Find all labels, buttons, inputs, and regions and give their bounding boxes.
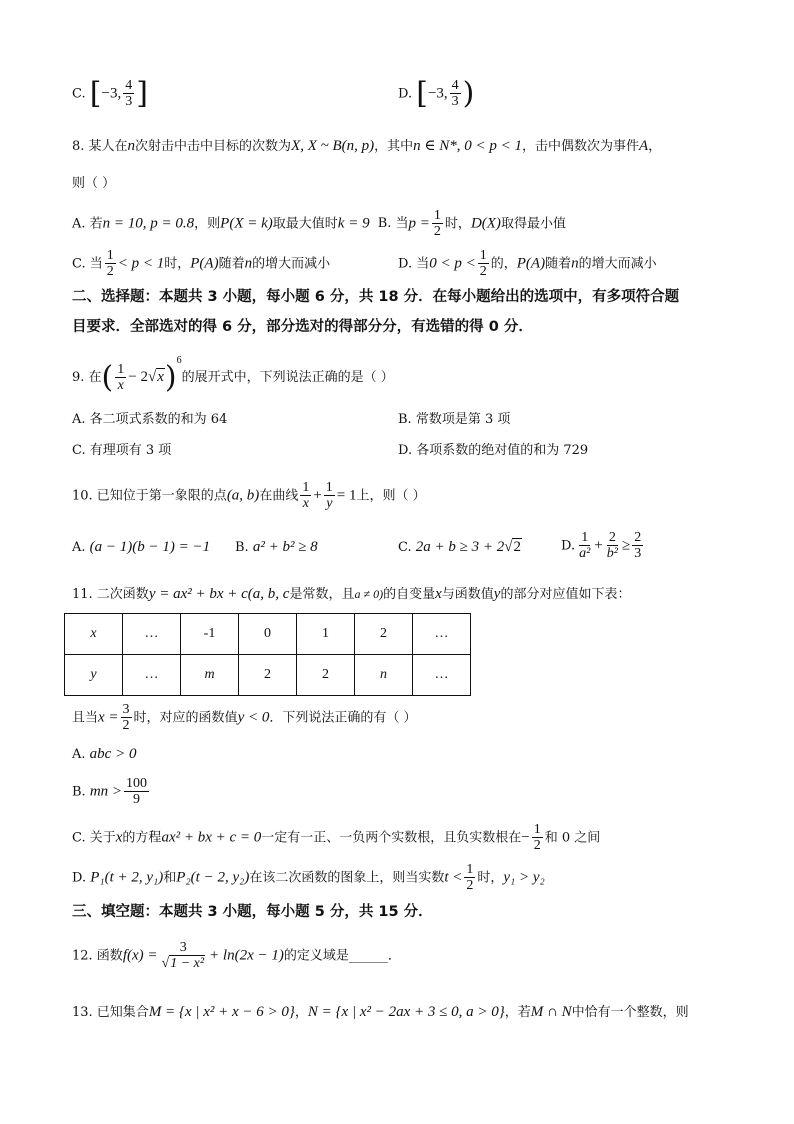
fraction: $\frac{2}{\text{b²}}$ (606, 530, 618, 562)
fraction: $\frac{3}{2}$ (122, 702, 130, 734)
q8-stem-line2: 则（ ） (72, 176, 116, 191)
q12-stem: 12. 函数f(x) = $\frac{3}{\text{√1 − x²}}$ + ln(2x − 1)的定义域是______． (72, 940, 401, 972)
fraction: $\frac{4}{3}$ (125, 77, 133, 110)
q11-stem: 11. 二次函数y = ax² + bx + c(a, b, c是常数，且a ≠ 0)的自变量x与函数值y的部分对应值如下表： (72, 586, 631, 602)
fraction: $\frac{1}{x}$ (302, 480, 310, 512)
q8-stem: 8. 某人在n次射击中击中目标的次数为X, X ~ B(n, p)，其中n ∈ N*, 0 < p < 1，击中偶数次为事件A， (72, 138, 662, 154)
q13-stem: 13. 已知集合M = {x | x² + x − 6 > 0}，N = {x | x² − 2ax + 3 ≤ 0, a > 0}，若M ∩ N中恰有一个整数，则 (72, 1004, 689, 1020)
table-cell: … (123, 655, 181, 696)
section2-heading: 二、选择题：本题共 3 小题，每小题 6 分，共 18 分．在每小题给出的选项中，有多项符合题 (72, 289, 680, 305)
fraction: $\frac{1}{2}$ (106, 248, 114, 280)
table-cell: 2 (355, 614, 413, 655)
table-cell: y (65, 655, 123, 696)
q9-option-c: C. 有理项有 3 项 (72, 443, 172, 458)
table-cell: 2 (297, 655, 355, 696)
fraction: $\frac{100}{9}$ (126, 776, 148, 808)
fraction: $\frac{1}{2}$ (433, 208, 441, 240)
table-cell: … (413, 655, 471, 696)
table-cell: 2 (239, 655, 297, 696)
table-cell: 1 (297, 614, 355, 655)
q8-option-a: A. 若n = 10, p = 0.8，则P(X = k)取最大值时k = 9 B. 当p = $\frac{1}{2}$ 时，D(X)取得最小值 (72, 208, 566, 240)
fraction: $\frac{1}{2}$ (533, 822, 541, 854)
q9-stem: 9. 在( $\frac{1}{x}$ − 2√x)$^6$的展开式中，下列说法正确的是（ ） (72, 355, 394, 395)
fraction: $\frac{3}{\text{√1 − x²}}$ (161, 940, 205, 972)
q9-option-b: B. 常数项是第 3 项 (398, 412, 511, 427)
table-cell: 0 (239, 614, 297, 655)
table-cell: -1 (181, 614, 239, 655)
q11-value-table (64, 613, 471, 696)
table-row (65, 614, 471, 655)
fraction: $\frac{1}{2}$ (466, 862, 474, 894)
section3-heading: 三、填空题：本题共 3 小题，每小题 5 分，共 15 分． (72, 904, 433, 920)
q11-option-d: D. P₁(t + 2, y₁)和P₂(t − 2, y₂)在该二次函数的图象上，则当实数t < $\frac{1}{2}$ 时，y₁ > y₂ (72, 862, 545, 894)
fraction: $\frac{1}{x}$ (117, 361, 125, 393)
q8-option-c: C. 当 $\frac{1}{2}$ < p < 1时，P(A)随着n的增大而减小 (72, 248, 331, 280)
q7-option-d: D. [−3, $\frac{4}{3}$ ) (398, 76, 475, 111)
table-cell: … (123, 614, 181, 655)
table-cell: m (181, 655, 239, 696)
q9-option-d: D. 各项系数的绝对值的和为 729 (398, 443, 589, 458)
fraction: $\frac{1}{y}$ (325, 480, 333, 512)
table-cell: n (355, 655, 413, 696)
table-row (65, 655, 471, 696)
q8-option-d: D. 当0 < p < $\frac{1}{2}$ 的，P(A)随着n的增大而减小 (398, 248, 657, 280)
fraction: $\frac{4}{3}$ (451, 77, 459, 110)
q11-option-b: B. mn > $\frac{100}{9}$ (72, 776, 148, 808)
fraction: $\frac{2}{3}$ (634, 530, 642, 562)
table-cell: … (413, 614, 471, 655)
q10-option-d: D. $\frac{1}{\text{a²}}$ + $\frac{2}{\text{b²}}$ ≥ $\frac{2}{3}$ (561, 530, 642, 562)
q11-condition: 且当x = $\frac{3}{2}$ 时，对应的函数值y < 0．下列说法正确的有（ ） (72, 702, 417, 734)
q10-option-c: C. 2a + b ≥ 3 + 2√2 (398, 539, 521, 555)
answer-blank: ______ (348, 948, 388, 964)
q10-stem: 10. 已知位于第一象限的点(a, b)在曲线 $\frac{1}{x}$ + $\frac{1}{y}$ = 1上，则（ ） (72, 480, 426, 512)
q10-option-b: B. a² + b² ≥ 8 (235, 539, 318, 555)
q11-option-a: A. abc > 0 (72, 746, 137, 762)
table-cell: x (65, 614, 123, 655)
q9-option-a: A. 各二项式系数的和为 64 (72, 412, 228, 427)
fraction: $\frac{1}{\text{a²}}$ (579, 530, 591, 562)
section2-heading-line2: 目要求．全部选对的得 6 分，部分选对的得部分分，有选错的得 0 分． (72, 319, 533, 335)
q7-option-c: C. [−3, $\frac{4}{3}$ ] (72, 76, 148, 111)
q10-option-a: A. (a − 1)(b − 1) = −1 (72, 539, 211, 555)
q11-option-c: C. 关于x的方程ax² + bx + c = 0一定有一正、一负两个实数根，且负实数根在− $\frac{1}{2}$ 和 0 之间 (72, 822, 601, 854)
fraction: $\frac{1}{2}$ (479, 248, 487, 280)
